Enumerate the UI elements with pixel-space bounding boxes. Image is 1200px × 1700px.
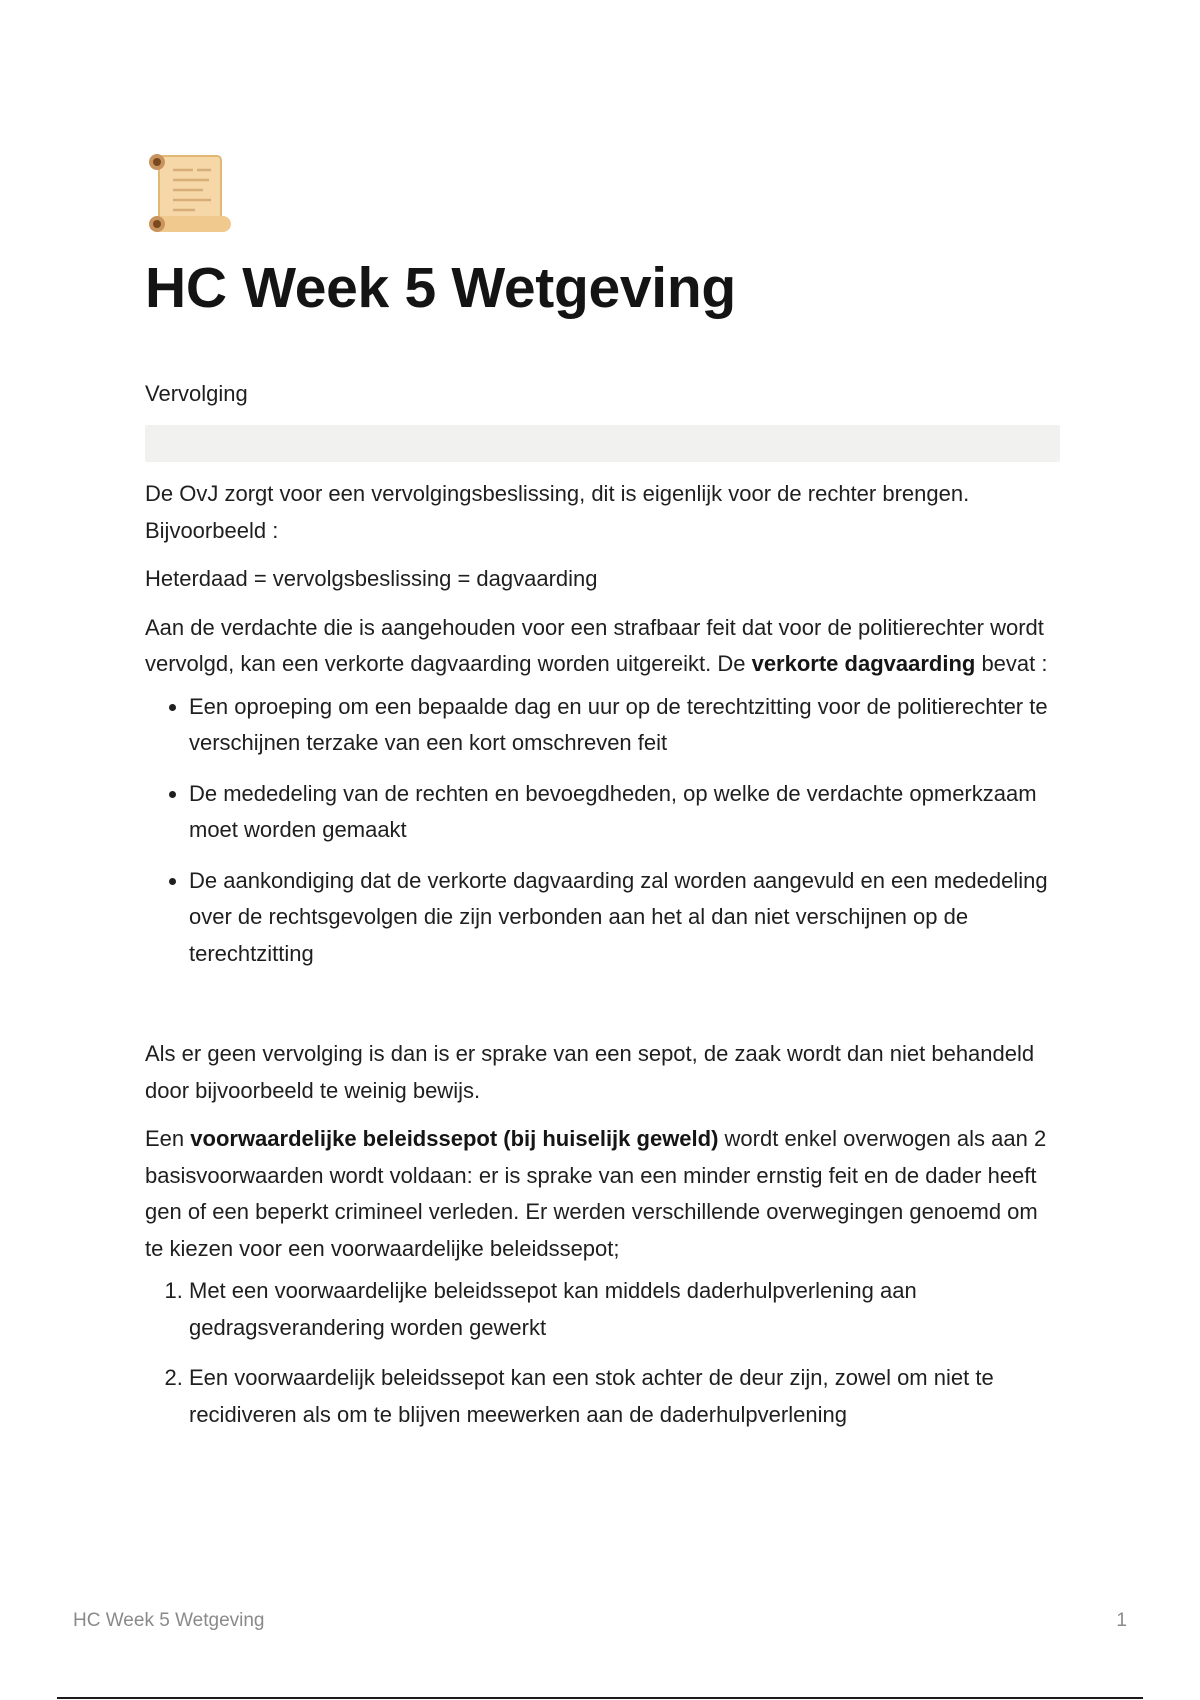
empty-callout-block (145, 425, 1060, 462)
paragraph-ovj: De OvJ zorgt voor een vervolgingsbeslissing, dit is eigenlijk voor de rechter brengen. Bijvoorbeeld : (145, 481, 970, 543)
paragraph-text: Aan de verdachte die is aangehouden voor een strafbaar feit dat voor de politierechter wordt vervolgd, kan een verkorte dagvaarding worden uitgereikt. De (145, 614, 1044, 677)
list-item: • Een oproeping om een bepaalde dag en uur op de terechtzitting voor de politierechter te verschijnen terzake van een kort omschreven feit (189, 689, 1060, 762)
paragraph-text: Een (145, 1126, 191, 1152)
paragraph-text: bevat : (975, 651, 1048, 677)
footer-title: HC Week 5 Wetgeving (73, 1610, 265, 1631)
paragraph-text: wordt enkel overwogen als aan 2 basisvoorwaarden wordt voldaan: er is sprake van een minder ernstig feit en de dader heeft gen of een beperkt crimineel verleden. Er werden verschillende overwegingen genoemd om te kiezen voor een voorwaardelijke beleidssepot; (145, 1126, 1047, 1261)
divider (57, 1697, 1143, 1699)
page-footer (73, 1610, 1127, 1632)
scroll-icon (145, 150, 237, 242)
bold-term: voorwaardelijke beleidssepot (bij huiselijk geweld) (190, 1126, 719, 1152)
bold-term: verkorte dagvaarding (751, 651, 976, 677)
empty-line (145, 972, 1060, 1024)
bullet-list (145, 689, 1060, 973)
numbered-list (145, 1273, 1060, 1433)
page-title: HC Week 5 Wetgeving (145, 256, 736, 320)
list-item: • De mededeling van de rechten en bevoegdheden, op welke de verdachte opmerkzaam moet worden gemaakt (189, 776, 1060, 849)
paragraph-voorwaardelijk-beleidssepot (145, 1121, 1060, 1267)
paragraph-heterdaad: Heterdaad = vervolgsbeslissing = dagvaarding (145, 566, 598, 592)
paragraph-sepot: Als er geen vervolging is dan is er sprake van een sepot, de zaak wordt dan niet behandeld door bijvoorbeeld te weinig bewijs. (145, 1041, 1035, 1103)
list-item: 2. Een voorwaardelijk beleidssepot kan een stok achter de deur zijn, zowel om niet te recidiveren als om te blijven meewerken aan de daderhulpverlening (189, 1360, 1060, 1433)
section-label: Vervolging (145, 380, 248, 406)
list-item: 1. Met een voorwaardelijke beleidssepot kan middels daderhulpverlening aan gedragsverandering worden gewerkt (189, 1273, 1060, 1346)
list-item: • De aankondiging dat de verkorte dagvaarding zal worden aangevuld en een mededeling over de rechtsgevolgen die zijn verbonden aan het al dan niet verschijnen op de terechtzitting (189, 863, 1060, 973)
paragraph-verkorte-dagvaarding (145, 610, 1060, 683)
page-number: 1 (1116, 1610, 1127, 1631)
page-content (145, 150, 1060, 1433)
